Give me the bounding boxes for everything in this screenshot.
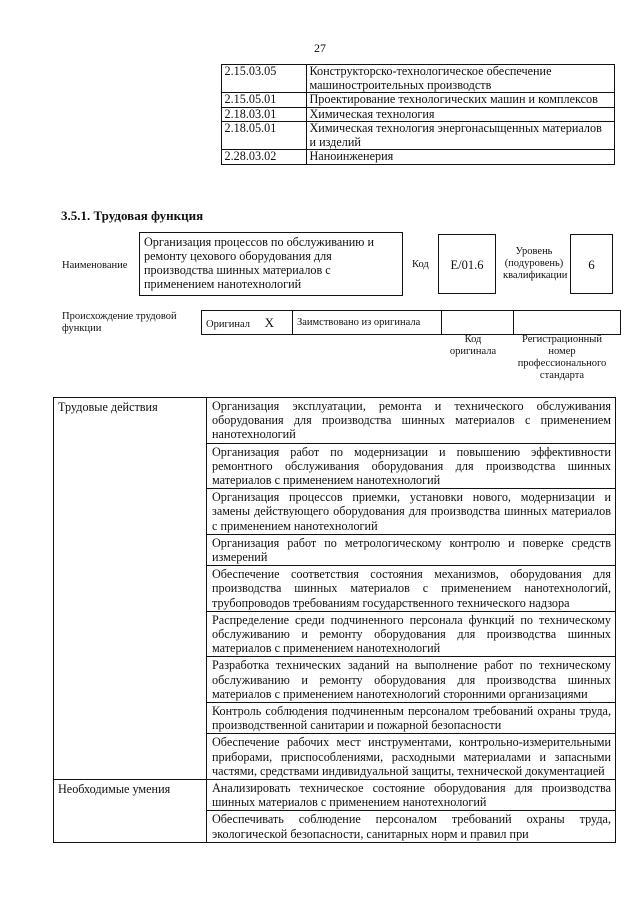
duty-group-label: Необходимые умения: [54, 780, 207, 843]
specialty-name: Конструкторско-технологическое обеспечение машиностроительных производств: [306, 65, 615, 93]
specialty-code: 2.18.05.01: [221, 122, 306, 150]
duty-item: Разработка технических заданий на выполнение работ по техническому обслуживанию и ремонту оборудования для производства шинных материалов с применением нанотехнологий сторонними организациями: [207, 657, 616, 703]
duty-item: Организация процессов приемки, установки нового, модернизации и замены действующего оборудования для производства шинных материалов с применением нанотехнологий: [207, 489, 616, 535]
specialty-name: Проектирование технологических машин и комплексов: [306, 93, 615, 108]
duty-item: Распределение среди подчиненного персонала функций по техническому обслуживанию и ремонту оборудования для производства шинных материалов с применением нанотехнологий: [207, 611, 616, 657]
specialty-row: [52, 65, 615, 93]
level-value: 6: [588, 257, 595, 272]
specialty-code: 2.15.05.01: [221, 93, 306, 108]
duty-item: Обеспечение рабочих мест инструментами, контрольно-измерительными приборами, приспособлениями, расходными материалами и запасными частями, средствами индивидуальной защиты, технической документацией: [207, 734, 616, 780]
specialty-name: Химическая технология энергонасыщенных материалов и изделий: [306, 122, 615, 150]
function-code-box: [438, 234, 496, 294]
level-label: Уровень (подуровень) квалификации: [503, 246, 568, 281]
duty-item: Контроль соблюдения подчиненным персоналом требований охраны труда, производственной санитарии и пожарной безопасности: [207, 703, 616, 734]
duty-item: Обеспечение соответствия состояния механизмов, оборудования для производства шинных материалов с применением нанотехнологий, трубопроводов требованиям государственного технического надзора: [207, 566, 616, 612]
origin-label: Происхождение трудовой функции: [62, 311, 177, 334]
origin-borrowed-cell: [293, 311, 442, 335]
origin-table: [201, 310, 621, 335]
code-label: Код: [412, 259, 429, 270]
specialty-code: 2.28.03.02: [221, 150, 306, 165]
specialty-blank-cell: [52, 65, 221, 165]
specialty-code: 2.15.03.05: [221, 65, 306, 93]
origin-code-cell: [442, 311, 514, 335]
level-box: [570, 234, 613, 294]
origin-reg-cell: [514, 311, 621, 335]
specialty-name: Химическая технология: [306, 107, 615, 122]
duty-item: Организация работ по метрологическому контролю и поверке средств измерений: [207, 534, 616, 565]
code-caption: Код оригинала: [449, 334, 497, 357]
page-number: 27: [314, 41, 326, 55]
section-title: 3.5.1. Трудовая функция: [61, 208, 204, 223]
duty-item: Организация работ по модернизации и повышению эффективности ремонтного обслуживания оборудования для производства шинных материалов с применением нанотехнологий: [207, 443, 616, 489]
duty-group-label: Трудовые действия: [54, 398, 207, 780]
origin-original-cell: [202, 311, 293, 335]
duty-row: [54, 398, 616, 444]
duties-table: [53, 397, 616, 843]
duty-item: Обеспечивать соблюдение персоналом требований охраны труда, экологической безопасности, санитарных норм и правил при: [207, 811, 616, 842]
original-label: Оригинал: [206, 318, 250, 330]
borrowed-label: Заимствовано из оригинала: [297, 317, 421, 328]
duty-item: Анализировать техническое состояние оборудования для производства шинных материалов с применением нанотехнологий: [207, 780, 616, 811]
duty-item: Организация эксплуатации, ремонта и технического обслуживания оборудования для производства шинных материалов с применением нанотехнологий: [207, 398, 616, 444]
reg-caption: Регистрационный номер профессионального стандарта: [517, 334, 607, 381]
original-mark: X: [264, 314, 275, 330]
name-label: Наименование: [62, 260, 128, 271]
specialties-table: [52, 64, 615, 165]
function-name-box: [139, 232, 403, 296]
function-name-value: Организация процессов по обслуживанию и ремонту цехового оборудования для производства шинных материалов с применением нанотехнологий: [144, 235, 374, 291]
specialty-name: Наноинженерия: [306, 150, 615, 165]
specialty-code: 2.18.03.01: [221, 107, 306, 122]
duty-row: [54, 780, 616, 811]
function-code-value: E/01.6: [450, 258, 484, 272]
